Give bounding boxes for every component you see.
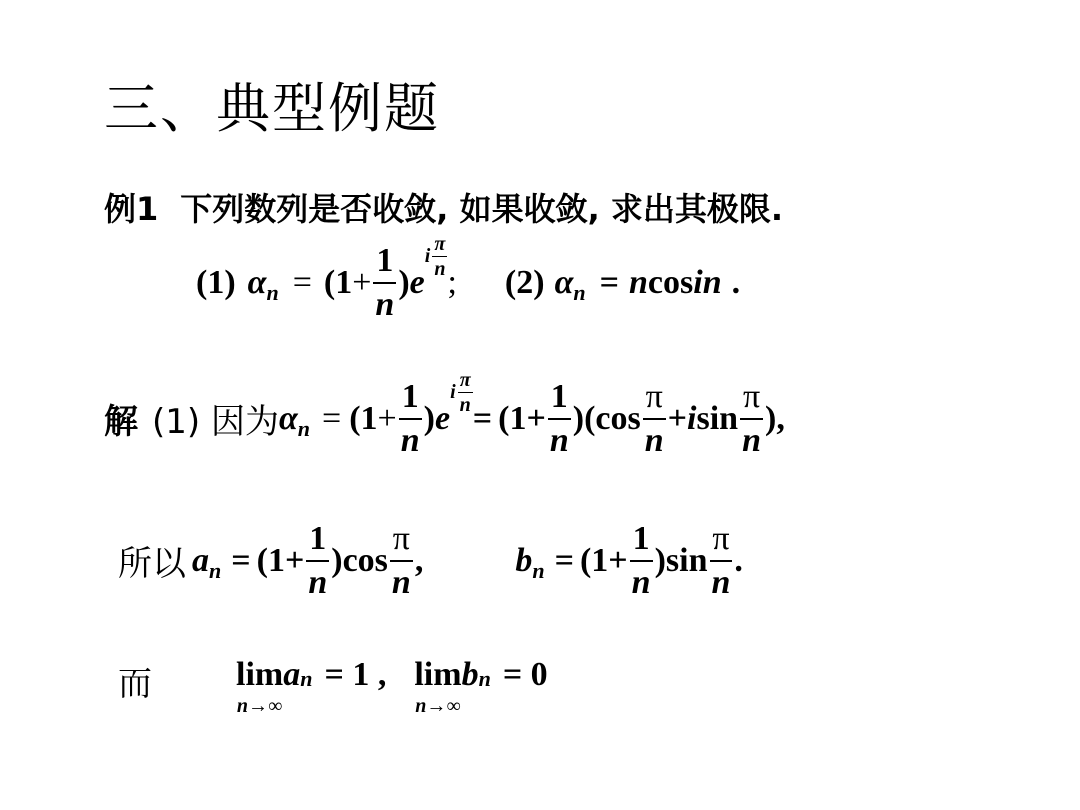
exponent: i $\frac{\pi}{n}$ — [424, 233, 446, 281]
fraction: $\frac{\pi}{n}$ — [742, 378, 761, 459]
exponent: i $\frac{\pi}{n}$ — [450, 369, 471, 417]
formula-1-index: (1) — [196, 263, 236, 301]
example-statement: 下列数列是否收敛, 如果收敛, 求出其极限. — [180, 190, 784, 228]
problem-formulas: (1) α n = (1 + $\frac{1}{n}$ ) e i $\frac{\pi}{n}$ ; (2) α n = n cos in . — [196, 233, 741, 323]
limit-b: lim n→∞ — [414, 656, 462, 717]
fraction: $\frac{\pi}{n}$ — [391, 520, 411, 601]
example-label: 例1 — [104, 190, 159, 228]
limits-line: 而 lim n→∞ a n = 1 , lim n→∞ b n = 0 — [118, 656, 548, 717]
fraction: $\frac{\pi}{n}$ — [644, 378, 664, 459]
section-title: 三、典型例题 — [104, 77, 440, 140]
solution-label: 解 — [104, 402, 138, 443]
limit-a: lim n→∞ — [236, 656, 284, 717]
so-text: 所以 — [118, 544, 186, 585]
fraction: $\frac{1}{n}$ — [631, 520, 651, 601]
fraction: $\frac{1}{n}$ — [400, 378, 420, 459]
fraction: $\frac{1}{n}$ — [375, 242, 395, 323]
and-text: 而 — [118, 664, 152, 704]
formula-2-index: (2) — [504, 263, 545, 301]
because-text: (1) 因为 — [152, 402, 279, 443]
so-line: 所以 a n = (1 + $\frac{1}{n}$ ) cos $\frac{\pi}{n}$ , b n = (1 + $\frac{1}{n}$ ) sin $\frac{\pi}{n}$ . — [118, 520, 743, 601]
fraction: $\frac{1}{n}$ — [549, 378, 569, 459]
fraction: $\frac{1}{n}$ — [308, 520, 328, 601]
fraction: $\frac{\pi}{n}$ — [711, 520, 731, 601]
solution-line: 解 (1) 因为 α n = (1 + $\frac{1}{n}$ ) e i $\frac{\pi}{n}$ = (1 + $\frac{1}{n}$ )(cos $\frac{\pi}{n}$ + i sin $\frac{\pi}{n}$ ), — [104, 369, 785, 459]
alpha-symbol: α — [247, 263, 267, 301]
example-line — [104, 184, 783, 230]
